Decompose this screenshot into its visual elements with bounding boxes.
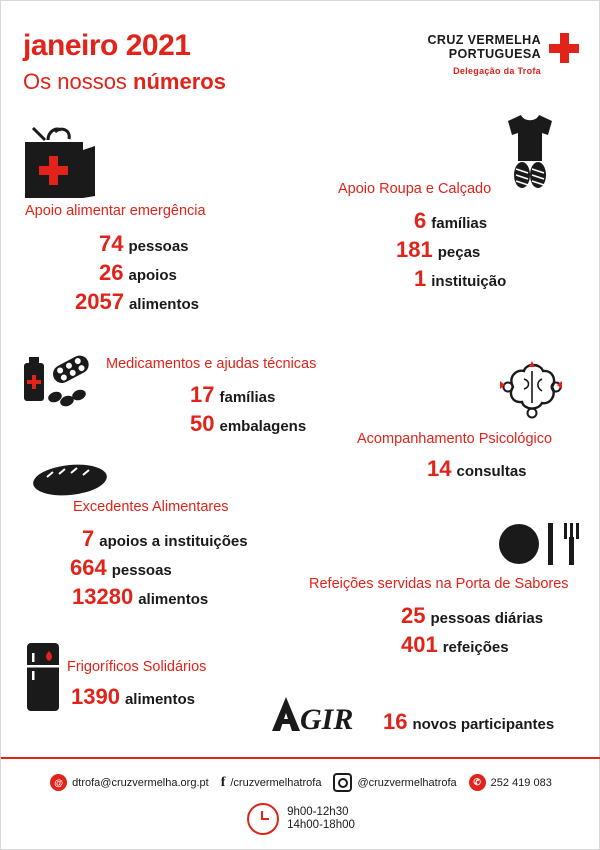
red-cross-icon: [549, 33, 579, 63]
clock-icon: [247, 803, 279, 835]
page-title: janeiro 2021: [23, 29, 191, 62]
stat-row: [99, 260, 206, 289]
subtitle-bold: números: [133, 69, 226, 94]
stat-row: [99, 231, 206, 260]
stat-number: 16: [383, 709, 408, 734]
section-heading: Apoio Roupa e Calçado: [338, 181, 492, 197]
stat-row: [190, 382, 316, 411]
footer-facebook-text: /cruzvermelhatrofa: [230, 776, 322, 789]
stat-label: novos participantes: [412, 716, 555, 733]
stat-label: embalagens: [219, 418, 307, 435]
footer-instagram-text: @cruzvermelhatrofa: [357, 776, 457, 789]
medicine-icon: [19, 351, 109, 416]
footer-hours: [1, 803, 600, 835]
stat-label: apoios a instituições: [99, 533, 248, 550]
stat-row: [401, 603, 569, 632]
grocery-bag-icon: [15, 126, 100, 201]
stat-number: 74: [99, 231, 124, 256]
hours-morning: 9h00-12h30: [287, 806, 349, 818]
svg-text:GIR: GIR: [300, 703, 354, 735]
stat-row: [71, 684, 206, 713]
stat-number: 1390: [71, 684, 120, 709]
footer-instagram[interactable]: [333, 773, 456, 792]
brain-icon: [488, 351, 574, 431]
stat-row: [414, 266, 506, 295]
stat-number: 14: [427, 456, 452, 481]
section-heading: Apoio alimentar emergência: [25, 203, 206, 219]
stat-row: [75, 289, 206, 318]
stat-label: instituição: [431, 273, 507, 290]
stat-row: [401, 632, 569, 661]
stat-number: 1: [414, 266, 427, 291]
stat-number: 50: [190, 411, 215, 436]
at-sign-icon: @: [50, 774, 67, 791]
stat-label: famílias: [219, 389, 276, 406]
logo-name-line2: PORTUGUESA: [448, 47, 541, 61]
stat-label: alimentos: [124, 691, 195, 708]
stat-row: [427, 456, 552, 485]
footer-contacts: [1, 773, 600, 792]
footer-facebook[interactable]: [221, 775, 322, 791]
stat-row: [383, 709, 554, 738]
stat-row: [70, 555, 248, 584]
instagram-icon: [333, 773, 352, 792]
organization-logo: [404, 33, 579, 76]
phone-icon: ✆: [469, 774, 486, 791]
stat-number: 181: [396, 237, 433, 262]
stat-number: 664: [70, 555, 107, 580]
section-psicologico: [357, 431, 552, 485]
stat-label: pessoas: [128, 238, 189, 255]
logo-name-line1: CRUZ VERMELHA: [427, 33, 541, 47]
stat-number: 7: [82, 526, 95, 551]
section-apoio-alimentar: [25, 203, 206, 318]
stat-label: alimentos: [128, 296, 199, 313]
subtitle-pre: Os nossos: [23, 69, 134, 94]
section-apoio-roupa: [338, 181, 506, 295]
section-agir: [383, 709, 554, 738]
facebook-icon: f: [220, 774, 226, 790]
section-heading: Acompanhamento Psicológico: [357, 431, 553, 447]
section-heading: Medicamentos e ajudas técnicas: [106, 356, 317, 372]
section-refeicoes: [309, 576, 569, 661]
stat-number: 13280: [72, 584, 134, 609]
stat-label: pessoas: [111, 562, 172, 579]
stat-number: 25: [401, 603, 426, 628]
footer-email-text: dtrofa@cruzvermelha.org.pt: [72, 776, 209, 789]
section-frigorificos: [67, 659, 206, 713]
header: [1, 19, 600, 99]
stat-number: 2057: [75, 289, 124, 314]
section-medicamentos: [106, 356, 316, 440]
stat-label: apoios: [128, 267, 177, 284]
page-subtitle: [23, 69, 226, 95]
stat-number: 6: [414, 208, 427, 233]
stat-row: [396, 237, 506, 266]
agir-logo-icon: [266, 693, 376, 735]
stat-row: [190, 411, 316, 440]
plate-cutlery-icon: [496, 519, 586, 569]
stat-row: [414, 208, 506, 237]
footer-email[interactable]: [50, 774, 209, 791]
stat-number: 26: [99, 260, 124, 285]
bread-icon: [31, 461, 109, 499]
section-heading: Frigoríficos Solidários: [67, 659, 207, 675]
stat-number: 17: [190, 382, 215, 407]
section-heading: Excedentes Alimentares: [73, 499, 229, 515]
stat-row: [72, 584, 248, 613]
stat-label: refeições: [442, 639, 509, 656]
section-heading: Refeições servidas na Porta de Sabores: [309, 576, 569, 592]
hours-afternoon: 14h00-18h00: [287, 819, 355, 831]
stat-number: 401: [401, 632, 438, 657]
logo-delegation: Delegação da Trofa: [453, 66, 541, 76]
stat-row: [82, 526, 248, 555]
section-excedentes: [70, 499, 248, 613]
stat-label: pessoas diárias: [430, 610, 544, 627]
footer-phone[interactable]: [469, 774, 552, 791]
stat-label: famílias: [431, 215, 488, 232]
fridge-icon: [23, 641, 63, 713]
stat-label: consultas: [456, 463, 527, 480]
stat-label: peças: [437, 244, 481, 261]
footer-phone-text: 252 419 083: [490, 776, 552, 789]
stat-label: alimentos: [138, 591, 209, 608]
footer: [1, 757, 600, 849]
